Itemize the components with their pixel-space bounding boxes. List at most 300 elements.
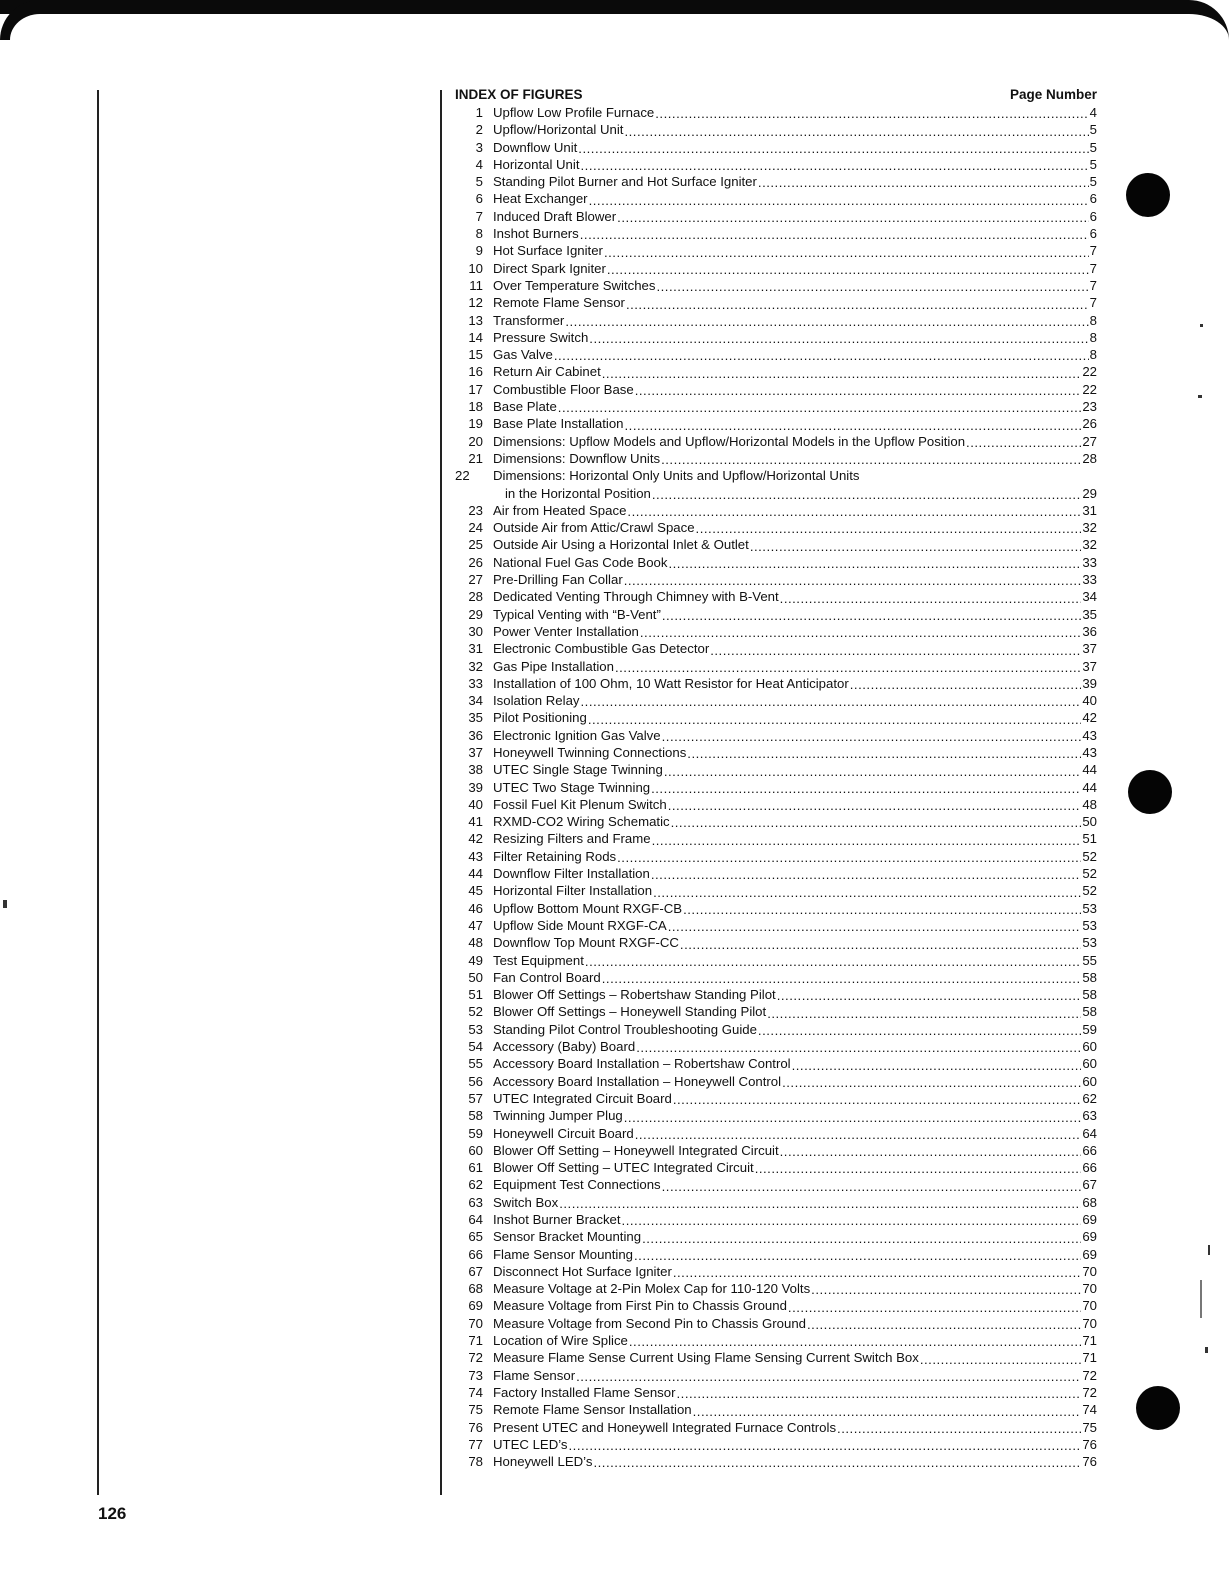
figure-title: Electronic Ignition Gas Valve	[493, 727, 661, 743]
dot-leader	[651, 865, 1081, 882]
figure-entry	[455, 675, 1097, 692]
figure-entry	[455, 1038, 1097, 1055]
index-margin-rule	[440, 90, 442, 1495]
figure-page: 72	[1082, 1367, 1097, 1383]
figure-number: 55	[468, 1056, 483, 1072]
dot-leader	[580, 225, 1089, 242]
figure-page: 60	[1082, 1039, 1097, 1055]
figure-number: 13	[468, 312, 483, 328]
figure-title: Direct Spark Igniter	[493, 260, 606, 276]
figure-number: 65	[468, 1229, 483, 1245]
figure-number: 61	[468, 1160, 483, 1176]
figure-number: 26	[468, 554, 483, 570]
dot-leader	[581, 692, 1082, 709]
figure-page: 5	[1089, 122, 1097, 138]
dot-leader	[576, 1367, 1081, 1384]
dot-leader	[615, 658, 1081, 675]
dot-leader	[837, 1419, 1081, 1436]
figure-title: Pilot Positioning	[493, 710, 587, 726]
figure-title: Installation of 100 Ohm, 10 Watt Resistor for Heat Anticipator	[493, 675, 849, 691]
binder-hole-bottom	[1136, 1386, 1180, 1430]
figure-number: 48	[468, 935, 483, 951]
dot-leader	[668, 917, 1082, 934]
figure-page: 64	[1082, 1125, 1097, 1141]
dot-leader	[920, 1349, 1081, 1366]
figure-title: UTEC LED’s	[493, 1436, 568, 1452]
figure-page: 53	[1082, 917, 1097, 933]
figure-number: 50	[468, 969, 483, 985]
figure-page: 68	[1082, 1194, 1097, 1210]
left-margin-rule	[97, 90, 99, 1495]
figure-number: 34	[468, 693, 483, 709]
figure-title: Sensor Bracket Mounting	[493, 1229, 642, 1245]
figure-page: 74	[1082, 1402, 1097, 1418]
dot-leader	[607, 260, 1089, 277]
figure-entry	[455, 917, 1097, 934]
figure-entry	[455, 813, 1097, 830]
scan-speck	[1200, 1280, 1202, 1318]
figure-number: 27	[468, 572, 483, 588]
dot-leader	[635, 381, 1082, 398]
figure-title-continued: in the Horizontal Position	[505, 485, 651, 501]
figure-entry	[455, 312, 1097, 329]
figure-number: 63	[468, 1194, 483, 1210]
dot-leader	[807, 1315, 1081, 1332]
figure-title: Remote Flame Sensor	[493, 295, 625, 311]
figure-entry	[455, 1228, 1097, 1245]
figure-page: 76	[1082, 1454, 1097, 1470]
figure-entry	[455, 104, 1097, 121]
figure-entry	[455, 1125, 1097, 1142]
figure-title: Fossil Fuel Kit Plenum Switch	[493, 796, 667, 812]
figure-number: 17	[468, 381, 483, 397]
figure-entry	[455, 363, 1097, 380]
figure-entry	[455, 1159, 1097, 1176]
figure-page: 70	[1082, 1263, 1097, 1279]
figure-page: 53	[1082, 935, 1097, 951]
figure-entry	[455, 1021, 1097, 1038]
figure-number: 28	[468, 589, 483, 605]
figure-number: 25	[468, 537, 483, 553]
dot-leader	[593, 1453, 1081, 1470]
figure-number: 4	[475, 156, 483, 172]
dot-leader	[710, 640, 1081, 657]
figure-entry	[455, 1297, 1097, 1314]
dot-leader	[617, 848, 1081, 865]
scan-speck	[1200, 324, 1203, 327]
figure-number: 62	[468, 1177, 483, 1193]
dot-leader	[602, 363, 1082, 380]
figure-entry	[455, 1194, 1097, 1211]
figure-entry	[455, 848, 1097, 865]
dot-leader	[850, 675, 1082, 692]
dot-leader	[634, 1246, 1081, 1263]
figure-page: 33	[1082, 554, 1097, 570]
figure-number: 22	[455, 468, 470, 484]
figure-entry	[455, 156, 1097, 173]
figure-page: 37	[1082, 658, 1097, 674]
figure-page: 7	[1089, 260, 1097, 276]
figure-page: 62	[1082, 1090, 1097, 1106]
figure-page: 58	[1082, 987, 1097, 1003]
figure-page: 60	[1082, 1073, 1097, 1089]
dot-leader	[652, 830, 1082, 847]
dot-leader	[625, 415, 1082, 432]
figure-page: 71	[1082, 1333, 1097, 1349]
figure-title: Electronic Combustible Gas Detector	[493, 641, 710, 657]
figure-title: Air from Heated Space	[493, 502, 627, 518]
figure-title: Outside Air Using a Horizontal Inlet & Outlet	[493, 537, 749, 553]
figure-entry	[455, 536, 1097, 553]
figure-page: 53	[1082, 900, 1097, 916]
figure-title: Inshot Burner Bracket	[493, 1212, 621, 1227]
figure-page: 59	[1082, 1021, 1097, 1037]
figure-title: Combustible Floor Base	[493, 381, 634, 397]
figure-number: 15	[468, 347, 483, 363]
figure-page: 60	[1082, 1056, 1097, 1072]
figure-number: 35	[468, 710, 483, 726]
dot-leader	[589, 329, 1088, 346]
figure-page: 43	[1082, 727, 1097, 743]
dot-leader	[642, 1228, 1081, 1245]
figure-title: Accessory (Baby) Board	[493, 1039, 636, 1055]
figure-number: 39	[468, 779, 483, 795]
figure-entry-continuation	[455, 485, 1097, 502]
dot-leader	[656, 277, 1088, 294]
dot-leader	[627, 502, 1081, 519]
dot-leader	[750, 536, 1082, 553]
figure-page: 5	[1089, 156, 1097, 172]
dot-leader	[622, 1211, 1082, 1228]
figure-number: 43	[468, 848, 483, 864]
figure-number: 49	[468, 952, 483, 968]
figure-number: 68	[468, 1281, 483, 1297]
figure-entry	[455, 969, 1097, 986]
figure-page: 4	[1089, 105, 1097, 120]
figure-title: Upflow/Horizontal Unit	[493, 122, 624, 138]
figure-entry	[455, 294, 1097, 311]
figure-page: 52	[1082, 883, 1097, 899]
figure-entry	[455, 433, 1097, 450]
dot-leader	[578, 139, 1088, 156]
figure-page: 27	[1082, 433, 1097, 449]
figure-list	[455, 104, 1097, 1470]
page-edge-top	[0, 0, 1229, 40]
dot-leader	[677, 1384, 1082, 1401]
figure-page: 52	[1082, 848, 1097, 864]
figure-number: 47	[468, 917, 483, 933]
index-title: INDEX OF FIGURES	[455, 87, 583, 102]
figure-entry	[455, 260, 1097, 277]
figure-title: Gas Pipe Installation	[493, 658, 614, 674]
figure-page: 67	[1082, 1177, 1097, 1193]
figure-entry	[455, 1453, 1097, 1470]
figure-number: 24	[468, 520, 483, 536]
dot-leader	[767, 1003, 1081, 1020]
figure-page: 32	[1082, 520, 1097, 536]
figure-number: 32	[468, 658, 483, 674]
figure-title: Factory Installed Flame Sensor	[493, 1384, 676, 1400]
figure-number: 66	[468, 1246, 483, 1262]
figure-entry	[455, 1073, 1097, 1090]
figure-title: Dedicated Venting Through Chimney with B-Vent	[493, 589, 779, 605]
dot-leader	[696, 519, 1082, 536]
dot-leader	[602, 969, 1082, 986]
figure-number: 40	[468, 796, 483, 812]
dot-leader	[585, 952, 1081, 969]
figure-entry	[455, 986, 1097, 1003]
figure-page: 72	[1082, 1384, 1097, 1400]
figure-title: Measure Flame Sense Current Using Flame Sensing Current Switch Box	[493, 1350, 919, 1366]
figure-title: Heat Exchanger	[493, 191, 588, 207]
figure-page: 6	[1089, 208, 1097, 224]
figure-number: 10	[468, 260, 483, 276]
figure-title: Pre-Drilling Fan Collar	[493, 572, 623, 588]
figure-entry	[455, 415, 1097, 432]
figure-entry	[455, 952, 1097, 969]
figure-number: 7	[475, 208, 483, 224]
figure-number: 9	[475, 243, 483, 259]
figure-title: Induced Draft Blower	[493, 208, 617, 224]
figure-page: 48	[1082, 796, 1097, 812]
figure-entry	[455, 1419, 1097, 1436]
figure-page: 7	[1089, 295, 1097, 311]
figure-number: 52	[468, 1004, 483, 1020]
dot-leader	[788, 1297, 1081, 1314]
dot-leader	[668, 554, 1081, 571]
figure-entry	[455, 502, 1097, 519]
figure-entry	[455, 467, 1097, 484]
figure-title: Accessory Board Installation – Robertshaw Control	[493, 1056, 791, 1072]
figure-number: 69	[468, 1298, 483, 1314]
figure-title: UTEC Integrated Circuit Board	[493, 1090, 672, 1106]
dot-leader	[589, 190, 1089, 207]
figure-number: 5	[475, 174, 483, 190]
figure-page: 29	[1082, 485, 1097, 501]
figure-entry	[455, 761, 1097, 778]
figure-title: Inshot Burners	[493, 226, 579, 242]
dot-leader	[683, 900, 1081, 917]
figure-entry	[455, 1142, 1097, 1159]
figure-page: 28	[1082, 450, 1097, 466]
dot-leader	[626, 294, 1089, 311]
figure-entry	[455, 606, 1097, 623]
dot-leader	[624, 571, 1082, 588]
dot-leader	[588, 709, 1081, 726]
figure-entry	[455, 709, 1097, 726]
figure-entry	[455, 865, 1097, 882]
dot-leader	[673, 1090, 1081, 1107]
figure-number: 76	[468, 1419, 483, 1435]
figure-number: 37	[468, 744, 483, 760]
figure-title: Blower Off Setting – UTEC Integrated Circuit	[493, 1160, 754, 1176]
figure-title: Transformer	[493, 312, 565, 328]
figure-entry	[455, 1211, 1097, 1228]
figure-entry	[455, 1315, 1097, 1332]
figure-page: 66	[1082, 1142, 1097, 1158]
dot-leader	[780, 588, 1082, 605]
figure-entry	[455, 121, 1097, 138]
dot-leader	[664, 761, 1082, 778]
figure-title: Twinning Jumper Plug	[493, 1108, 623, 1124]
figure-title: Present UTEC and Honeywell Integrated Furnace Controls	[493, 1419, 837, 1435]
figure-entry	[455, 692, 1097, 709]
figure-entry	[455, 1436, 1097, 1453]
figure-entry	[455, 1280, 1097, 1297]
figure-page: 8	[1089, 312, 1097, 328]
dot-leader	[554, 346, 1089, 363]
figure-entry	[455, 830, 1097, 847]
figure-page: 43	[1082, 744, 1097, 760]
dot-leader	[755, 1159, 1082, 1176]
figure-page: 8	[1089, 329, 1097, 345]
dot-leader	[811, 1280, 1081, 1297]
figure-number: 33	[468, 675, 483, 691]
dot-leader	[758, 173, 1089, 190]
figure-page: 63	[1082, 1108, 1097, 1124]
figure-title: Measure Voltage at 2-Pin Molex Cap for 110-120 Volts	[493, 1281, 811, 1297]
figure-title: Pressure Switch	[493, 329, 589, 345]
figure-entry	[455, 640, 1097, 657]
figure-title: Standing Pilot Control Troubleshooting Guide	[493, 1021, 757, 1037]
figure-title: Remote Flame Sensor Installation	[493, 1402, 692, 1418]
figure-title: Honeywell Circuit Board	[493, 1125, 634, 1141]
figure-title: Typical Venting with “B-Vent”	[493, 606, 661, 622]
figure-title: Hot Surface Igniter	[493, 243, 603, 259]
figure-entry	[455, 1401, 1097, 1418]
figure-title: Return Air Cabinet	[493, 364, 601, 380]
figure-number: 58	[468, 1108, 483, 1124]
figure-page: 58	[1082, 969, 1097, 985]
figure-title: Accessory Board Installation – Honeywell Control	[493, 1073, 782, 1089]
dot-leader	[782, 1073, 1081, 1090]
figure-entry	[455, 346, 1097, 363]
figure-page: 76	[1082, 1436, 1097, 1452]
figure-title: Upflow Low Profile Furnace	[493, 105, 655, 120]
figure-entry	[455, 554, 1097, 571]
figure-number: 18	[468, 399, 483, 415]
figure-title: Equipment Test Connections	[493, 1177, 661, 1193]
figure-page: 23	[1082, 399, 1097, 415]
figure-title: Blower Off Settings – Robertshaw Standing Pilot	[493, 987, 776, 1003]
figure-entry	[455, 225, 1097, 242]
figure-number: 14	[468, 329, 483, 345]
figure-page: 58	[1082, 1004, 1097, 1020]
dot-leader	[604, 242, 1089, 259]
figure-page: 40	[1082, 693, 1097, 709]
dot-leader	[662, 606, 1081, 623]
dot-leader	[653, 882, 1081, 899]
figure-number: 70	[468, 1315, 483, 1331]
figure-page: 69	[1082, 1229, 1097, 1245]
dot-leader	[687, 744, 1081, 761]
figure-number: 45	[468, 883, 483, 899]
scan-speck	[1198, 395, 1202, 398]
figure-page: 5	[1089, 174, 1097, 190]
figure-page: 8	[1089, 347, 1097, 363]
scan-speck	[1205, 1347, 1208, 1353]
dot-leader	[661, 450, 1081, 467]
figure-title: Gas Valve	[493, 347, 553, 363]
figure-title: Flame Sensor Mounting	[493, 1246, 634, 1262]
page-number-column-label: Page Number	[1009, 87, 1097, 102]
figure-entry	[455, 779, 1097, 796]
figure-entry	[455, 277, 1097, 294]
figure-number: 44	[468, 866, 483, 882]
figure-title: Measure Voltage from Second Pin to Chassis Ground	[493, 1315, 807, 1331]
dot-leader	[693, 1401, 1082, 1418]
figure-page: 26	[1082, 416, 1097, 432]
figure-page: 44	[1082, 762, 1097, 778]
figure-entry	[455, 658, 1097, 675]
dot-leader	[671, 813, 1082, 830]
scan-speck	[1208, 1245, 1210, 1255]
figure-entry	[455, 173, 1097, 190]
figure-entry	[455, 1090, 1097, 1107]
figure-entry	[455, 1003, 1097, 1020]
dot-leader	[629, 1332, 1081, 1349]
figure-entry	[455, 1384, 1097, 1401]
figure-page: 69	[1082, 1212, 1097, 1227]
figure-page: 6	[1089, 191, 1097, 207]
figure-number: 29	[468, 606, 483, 622]
binder-hole-top	[1126, 173, 1170, 217]
figure-number: 21	[468, 450, 483, 466]
page-number: 126	[98, 1504, 127, 1523]
figure-number: 74	[468, 1384, 483, 1400]
figure-page: 69	[1082, 1246, 1097, 1262]
figure-entry	[455, 1055, 1097, 1072]
figure-title: Dimensions: Upflow Models and Upflow/Horizontal Models in the Upflow Position	[493, 433, 966, 449]
figure-entry	[455, 1246, 1097, 1263]
figure-entry	[455, 381, 1097, 398]
figure-number: 60	[468, 1142, 483, 1158]
figure-entry	[455, 190, 1097, 207]
dot-leader	[565, 312, 1088, 329]
figure-entry	[455, 242, 1097, 259]
figure-entry	[455, 1367, 1097, 1384]
binder-hole-middle	[1128, 770, 1172, 814]
figure-number: 41	[468, 814, 483, 830]
figure-number: 78	[468, 1454, 483, 1470]
figure-page: 36	[1082, 623, 1097, 639]
figure-number: 3	[475, 139, 483, 155]
figure-entry	[455, 571, 1097, 588]
dot-leader	[668, 796, 1082, 813]
figure-title: Disconnect Hot Surface Igniter	[493, 1263, 672, 1279]
dot-leader	[581, 156, 1089, 173]
dot-leader	[758, 1021, 1081, 1038]
dot-leader	[636, 1038, 1081, 1055]
figure-title: Standing Pilot Burner and Hot Surface Igniter	[493, 174, 757, 190]
figure-title: Horizontal Filter Installation	[493, 883, 653, 899]
figure-entry	[455, 398, 1097, 415]
figure-entry	[455, 208, 1097, 225]
figure-entry	[455, 329, 1097, 346]
dot-leader	[652, 485, 1081, 502]
figure-number: 38	[468, 762, 483, 778]
figure-title: Downflow Top Mount RXGF-CC	[493, 935, 679, 951]
figure-number: 72	[468, 1350, 483, 1366]
figure-number: 71	[468, 1333, 483, 1349]
scan-speck	[3, 900, 7, 908]
figure-number: 2	[475, 122, 483, 138]
figure-entry	[455, 727, 1097, 744]
figure-title: Resizing Filters and Frame	[493, 831, 651, 847]
figure-title: Upflow Bottom Mount RXGF-CB	[493, 900, 683, 916]
dot-leader	[624, 1107, 1082, 1124]
figure-title: UTEC Two Stage Twinning	[493, 779, 651, 795]
